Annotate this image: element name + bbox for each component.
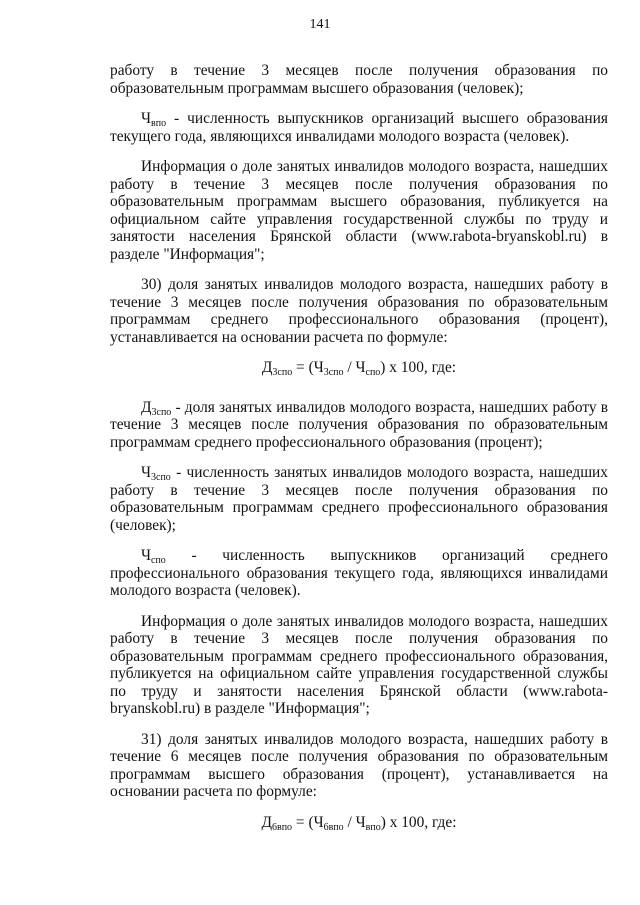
definition-text: - численность занятых инвалидов молодого возраста, нашедших работу в течение 3 месяцев после получения образования по образовательным программам среднего профессионального образования (человек); (110, 464, 608, 534)
symbol-subscript: 3спо (151, 406, 172, 418)
symbol-subscript: 3спо (151, 472, 171, 483)
paragraph-continuation: работу в течение 3 месяцев после получения образования по образовательным программам высшего образования (человек); (110, 62, 608, 97)
paragraph-definition-d3spo (110, 399, 608, 452)
paragraph-item-30: 30) доля занятых инвалидов молодого возраста, нашедших работу в течение 3 месяцев после получения образования по образовательным программам среднего профессионального образования (процент), устанавливается на основании расчета по формуле: (110, 276, 608, 346)
symbol: Ч (141, 547, 152, 564)
paragraph-info-publication-spo: Информация о доле занятых инвалидов молодого возраста, нашедших работу в течение 3 месяцев после получения образования по образовательным программам среднего профессионального образования, публикуется на официальном сайте управления государственной службы по труду и занятости населения Брянской области (www.rabota-bryanskobl.ru) в разделе "Информация"; (110, 612, 608, 717)
formula-d3spo: $Д_{3спо} = (Ч_{3спо} / Ч_{спо})$ х 100, где: (261, 359, 457, 378)
paragraph-definition-ch3spo (110, 464, 608, 534)
definition-text: - численность выпускников организаций среднего профессионального образования текущего года, являющихся инвалидами молодого возраста (человек). (110, 547, 608, 599)
paragraph-definition-chspo (110, 547, 608, 600)
definition-text: - численность выпускников организаций высшего образования текущего года, являющихся инвалидами молодого возраста (человек). (110, 110, 608, 145)
paragraph-definition-chvpo (110, 110, 608, 145)
symbol-subscript: впо (151, 118, 167, 129)
symbol: Ч (141, 464, 152, 481)
symbol-subscript: спо (151, 555, 166, 566)
paragraph-item-31: 31) доля занятых инвалидов молодого возраста, нашедших работу в течение 6 месяцев после получения образования по образовательным программам высшего образования (процент), устанавливается на основании расчета по формуле: (110, 730, 608, 800)
formula-d6vpo: $Д_{6впо} = (Ч_{6впо} / Ч_{впо})$ х 100, где: (261, 813, 457, 833)
symbol: Ч (141, 110, 152, 127)
definition-text: - доля занятых инвалидов молодого возраста, нашедших работу в течение 3 месяцев после получения образования по образовательным программам среднего профессионального образования (процент); (110, 398, 608, 451)
paragraph-info-publication: Информация о доле занятых инвалидов молодого возраста, нашедших работу в течение 3 месяцев после получения образования по образовательным программам высшего образования, публикуется на официальном сайте управления государственной службы по труду и занятости населения Брянской области (www.rabota-bryanskobl.ru) в разделе "Информация"; (110, 158, 608, 263)
document-body (110, 62, 608, 853)
symbol: Д (141, 398, 152, 416)
page-number: 141 (309, 17, 331, 32)
